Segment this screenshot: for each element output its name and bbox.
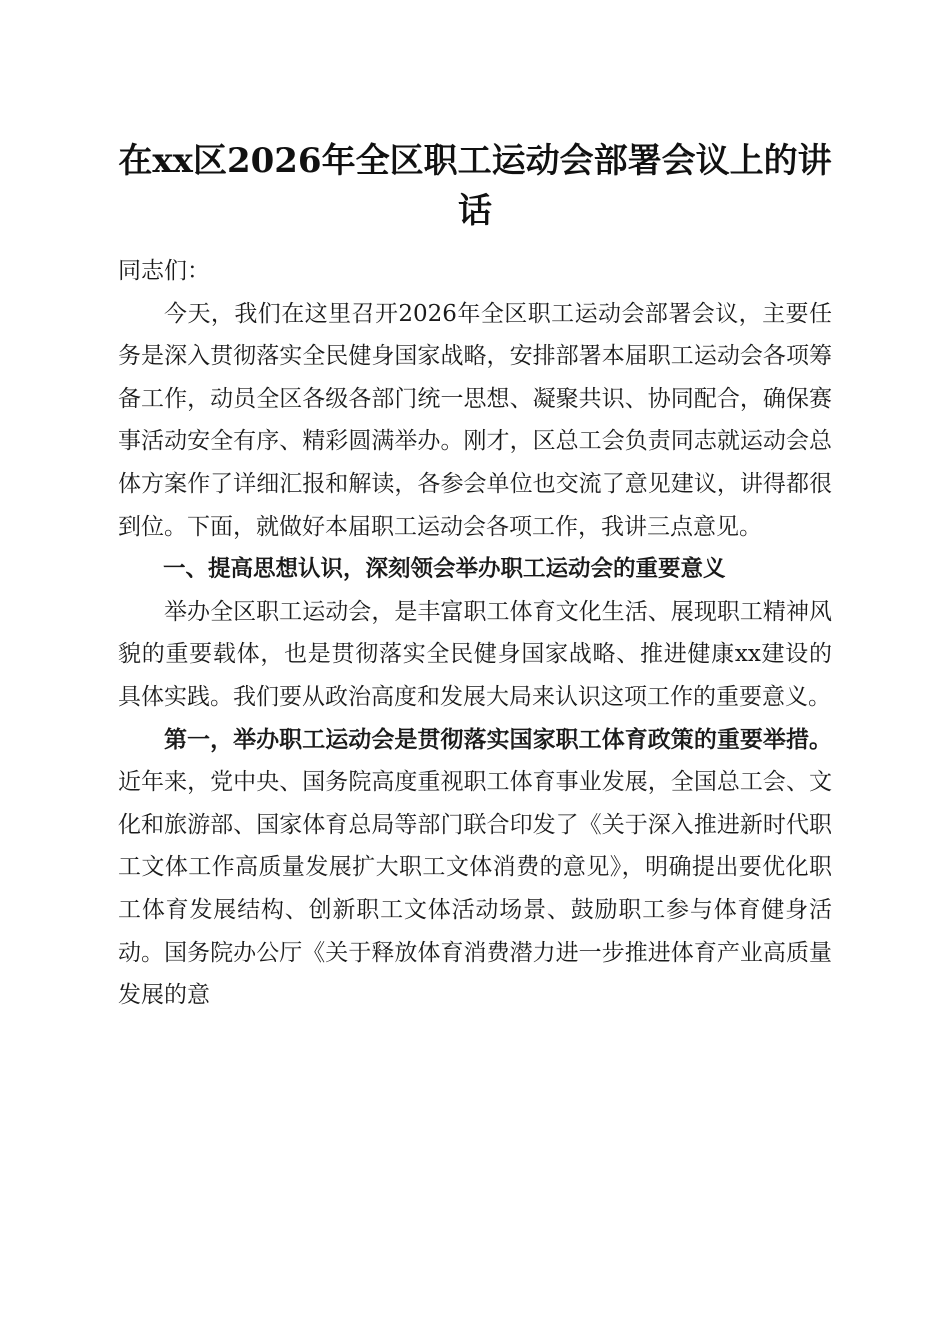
salutation: 同志们： (118, 258, 210, 284)
section-1-intro-paragraph: 举办全区职工运动会，是丰富职工体育文化生活、展现职工精神风貌的重要载体，也是贯彻落实全民健身国家战略、推进健康xx建设的具体实践。我们要从政治高度和发展大局来认识这项工作的重要意义。 (118, 598, 832, 710)
section-heading-1: 一、提高思想认识，深刻领会举办职工运动会的重要意义 (163, 556, 726, 583)
opening-paragraph: 今天，我们在这里召开2026年全区职工运动会部署会议，主要任务是深入贯彻落实全民健身国家战略，安排部署本届职工运动会各项筹备工作，动员全区各级各部门统一思想、凝聚共识、协同配合，确保赛事活动安全有序、精彩圆满举办。刚才，区总工会负责同志就运动会总体方案作了详细汇报和解读，各参会单位也交流了意见建议，讲得都很到位。下面，就做好本届职工运动会各项工作，我讲三点意见。 (118, 300, 832, 540)
point-1-paragraph (118, 719, 832, 1017)
document-title: 在xx区2026年全区职工运动会部署会议上的讲话 (118, 141, 832, 231)
document-body (118, 250, 832, 1017)
point-1-body: 近年来，党中央、国务院高度重视职工体育事业发展，全国总工会、文化和旅游部、国家体育总局等部门联合印发了《关于深入推进新时代职工文体工作高质量发展扩大职工文体消费的意见》，明确提出要优化职工体育发展结构、创新职工文体活动场景、鼓励职工参与体育健身活动。国务院办公厅《关于释放体育消费潜力进一步推进体育产业高质量发展的意 (118, 769, 832, 1009)
point-1-lead: 第一，举办职工运动会是贯彻落实国家职工体育政策的重要举措。 (164, 725, 832, 753)
